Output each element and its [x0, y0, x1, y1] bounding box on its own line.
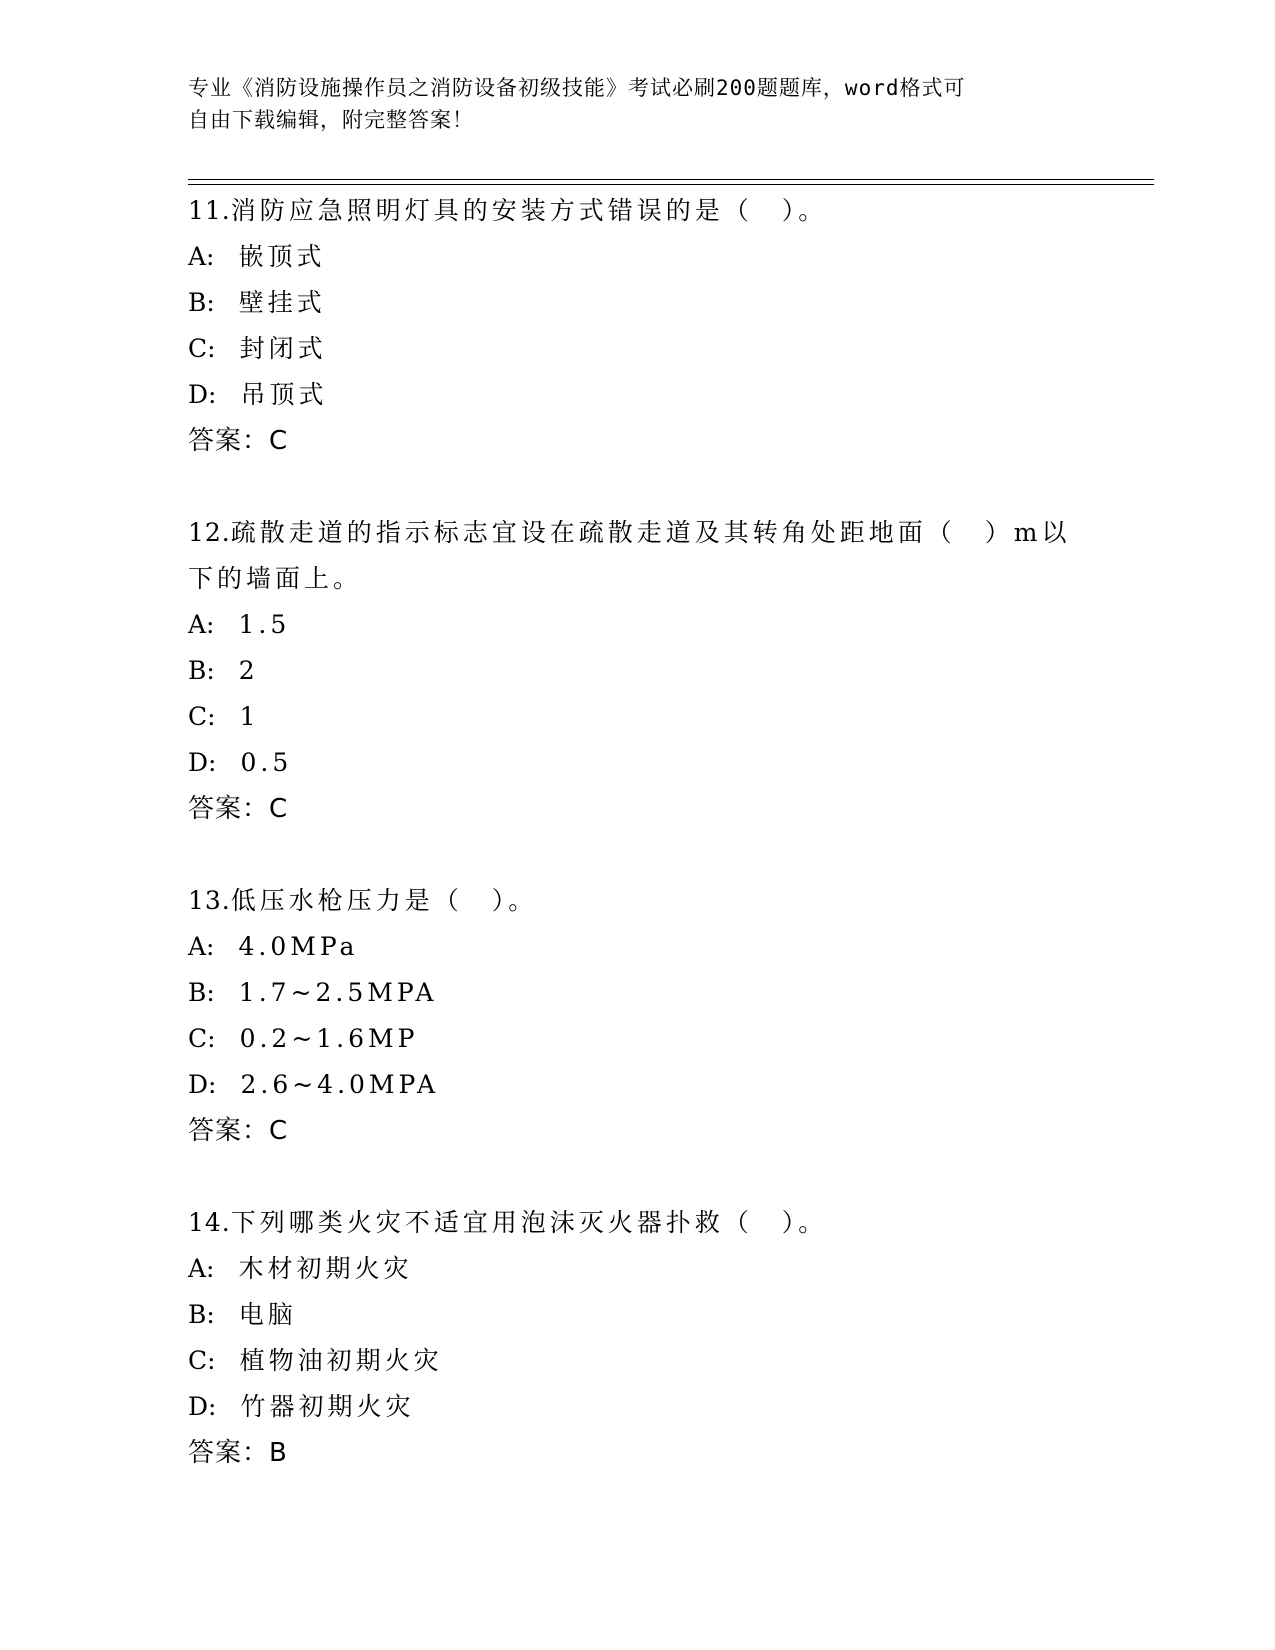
option-text: 0.5	[240, 748, 293, 777]
answer-line: 答案：C	[188, 426, 289, 456]
option-text: 4.0MPa	[238, 932, 359, 961]
option-text: 1	[239, 702, 260, 731]
option-text: 吊顶式	[240, 380, 328, 409]
option-key: C:	[188, 1024, 216, 1053]
question-text: 低压水枪压力是（ ）。	[230, 886, 538, 915]
option-c	[188, 694, 1088, 740]
option-text: 木材初期火灾	[238, 1254, 413, 1283]
document-header	[188, 72, 1088, 136]
option-key: D:	[188, 748, 217, 777]
option-text: 竹器初期火灾	[240, 1392, 415, 1421]
option-key: D:	[188, 1392, 217, 1421]
option-key: D:	[188, 380, 217, 409]
option-text: 2.6~4.0MPA	[240, 1070, 440, 1099]
option-text: 封闭式	[239, 334, 327, 363]
header-line-1: 专业《消防设施操作员之消防设备初级技能》考试必刷200题题库，word格式可	[188, 76, 966, 100]
answer-line: 答案：C	[188, 794, 289, 824]
question-11	[188, 188, 1088, 464]
option-key: B:	[188, 288, 215, 317]
option-d	[188, 1384, 1088, 1430]
option-text: 1.7~2.5MPA	[238, 978, 438, 1007]
option-a	[188, 234, 1088, 280]
question-stem	[188, 1200, 1088, 1246]
question-stem	[188, 510, 1088, 556]
question-number: 12.	[188, 518, 231, 547]
option-key: B:	[188, 1300, 215, 1329]
question-14	[188, 1200, 1088, 1476]
question-text: 消防应急照明灯具的安装方式错误的是（ ）。	[230, 196, 828, 225]
option-b	[188, 280, 1088, 326]
option-d	[188, 372, 1088, 418]
answer-line: 答案：B	[188, 1438, 288, 1468]
question-12	[188, 510, 1088, 832]
question-number: 11.	[188, 196, 231, 225]
option-text: 1.5	[238, 610, 291, 639]
option-c	[188, 1338, 1088, 1384]
option-b	[188, 970, 1088, 1016]
option-a	[188, 602, 1088, 648]
option-text: 电脑	[238, 1300, 297, 1329]
option-text: 0.2~1.6MP	[239, 1024, 419, 1053]
option-key: D:	[188, 1070, 217, 1099]
option-key: A:	[188, 1254, 215, 1283]
option-key: A:	[188, 932, 215, 961]
option-key: C:	[188, 334, 216, 363]
header-divider-bottom	[188, 184, 1154, 185]
question-stem	[188, 878, 1088, 924]
question-number: 14.	[188, 1208, 231, 1237]
option-d	[188, 1062, 1088, 1108]
question-13	[188, 878, 1088, 1154]
header-line-2: 自由下载编辑，附完整答案！	[188, 108, 474, 132]
question-stem-continuation	[188, 556, 1088, 602]
question-stem	[188, 188, 1088, 234]
option-key: A:	[188, 242, 215, 271]
option-key: C:	[188, 702, 216, 731]
option-text: 嵌顶式	[238, 242, 326, 271]
question-list	[188, 188, 1088, 1522]
option-key: B:	[188, 978, 215, 1007]
option-d	[188, 740, 1088, 786]
option-key: B:	[188, 656, 215, 685]
option-b	[188, 648, 1088, 694]
option-key: A:	[188, 610, 215, 639]
option-text: 植物油初期火灾	[239, 1346, 443, 1375]
answer-line: 答案：C	[188, 1116, 289, 1146]
header-divider-top	[188, 179, 1154, 180]
option-a	[188, 924, 1088, 970]
question-text: 疏散走道的指示标志宜设在疏散走道及其转角处距地面（ ）m以	[230, 518, 1071, 547]
question-text: 下的墙面上。	[188, 564, 363, 593]
option-c	[188, 1016, 1088, 1062]
question-text: 下列哪类火灾不适宜用泡沫灭火器扑救（ ）。	[230, 1208, 828, 1237]
option-text: 壁挂式	[238, 288, 326, 317]
option-c	[188, 326, 1088, 372]
option-a	[188, 1246, 1088, 1292]
question-number: 13.	[188, 886, 231, 915]
option-key: C:	[188, 1346, 216, 1375]
option-text: 2	[238, 656, 259, 685]
option-b	[188, 1292, 1088, 1338]
